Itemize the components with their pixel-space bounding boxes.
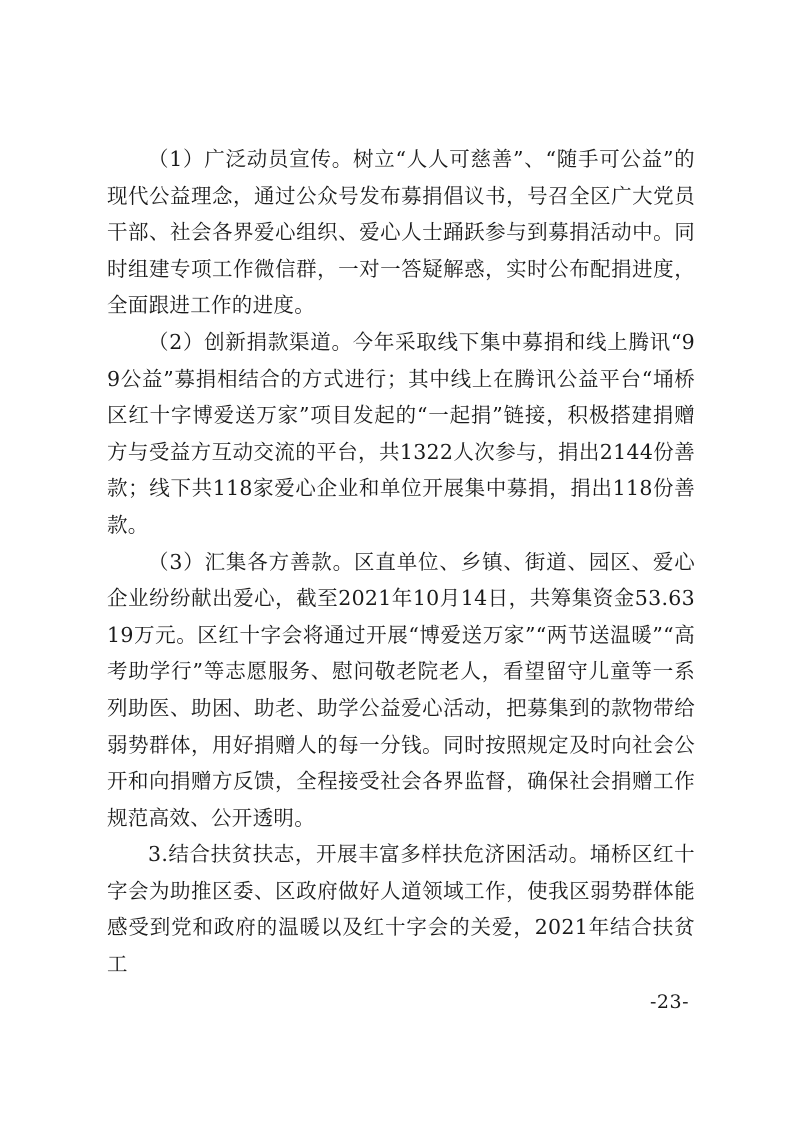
paragraph-publicity: （1）广泛动员宣传。树立“人人可慈善”、“随手可公益”的现代公益理念，通过公众号发布募捐倡议书，号召全区广大党员干部、社会各界爱心组织、爱心人士踊跃参与到募捐活动中。同时组建专项工作微信群，一对一答疑解惑，实时公布配捐进度，全面跟进工作的进度。: [107, 147, 695, 318]
page-number: -23-: [649, 991, 689, 1013]
paragraph-collected-funds: （3）汇集各方善款。区直单位、乡镇、街道、园区、爱心企业纷纷献出爱心，截至2021年10月14日，共筹集资金53.6319万元。区红十字会将通过开展“博爱送万家”“两节送温暖”“高考助学行”等志愿服务、慰问敬老院老人，看望留守儿童等一系列助医、助困、助老、助学公益爱心活动，把募集到的款物带给弱势群体，用好捐赠人的每一分钱。同时按照规定及时向社会公开和向捐赠方反馈，全程接受社会各界监督，确保社会捐赠工作规范高效、公开透明。: [107, 549, 695, 830]
paragraph-donation-channels: （2）创新捐款渠道。今年采取线下集中募捐和线上腾讯“99公益”募捐相结合的方式进行；其中线上在腾讯公益平台“埇桥区红十字博爱送万家”项目发起的“一起捐”链接，积极搭建捐赠方与受益方互动交流的平台，共1322人次参与，捐出2144份善款；线下共118家爱心企业和单位开展集中募捐，捐出118份善款。: [107, 329, 695, 537]
body-text: [107, 141, 695, 983]
paragraph-poverty-relief: 3.结合扶贫扶志，开展丰富多样扶危济困活动。埇桥区红十字会为助推区委、区政府做好人道领域工作，使我区弱势群体能感受到党和政府的温暖以及红十字会的关爱，2021年结合扶贫工: [107, 842, 695, 977]
